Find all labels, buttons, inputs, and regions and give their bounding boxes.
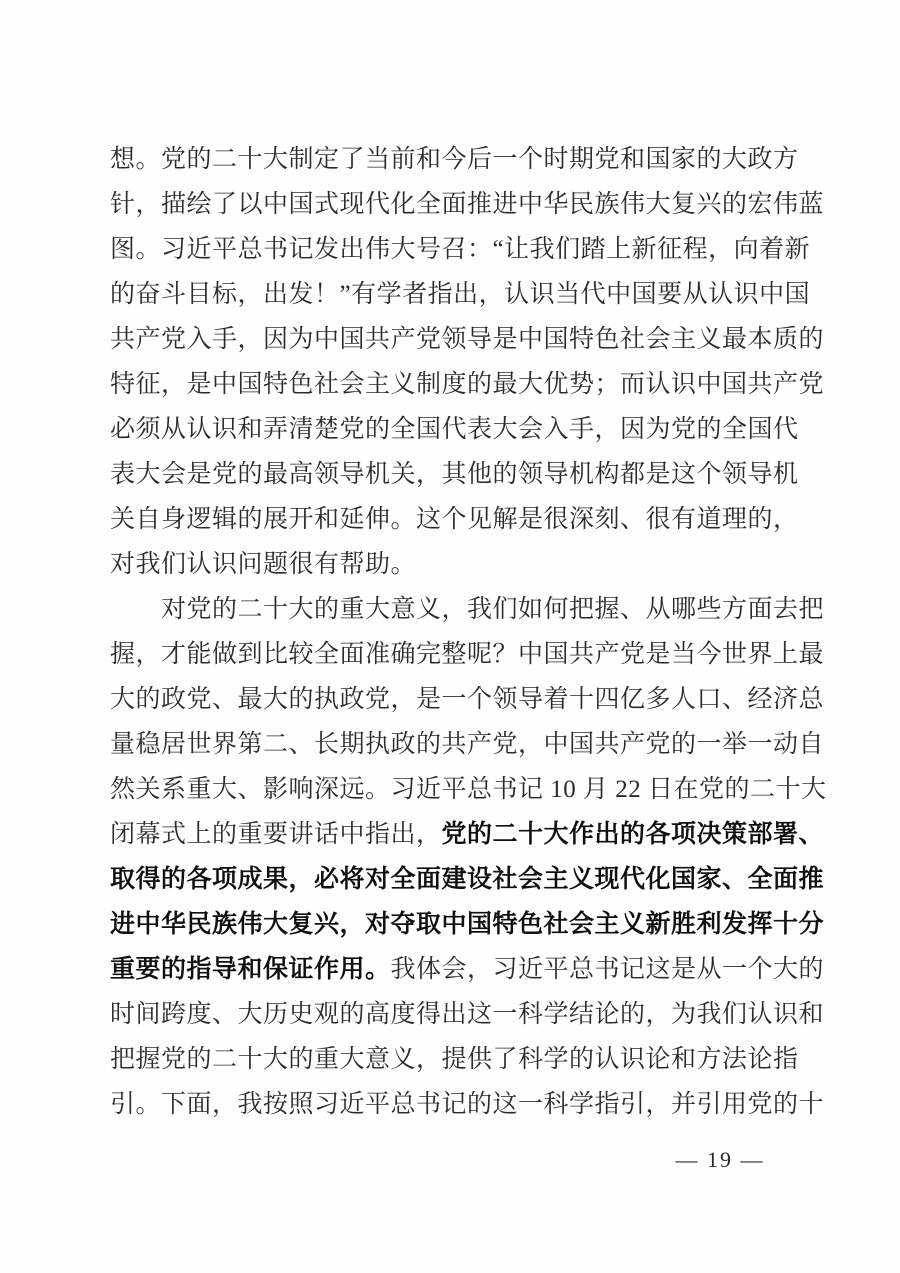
- text-segment: 对党的二十大的重大意义，我们如何把握、从哪些方面去把: [161, 596, 825, 623]
- emphasis-text-segment: 取得的各项成果，必将对全面建设社会主义现代化国家、全面推: [110, 866, 825, 893]
- text-segment: 然关系重大、影响深远。习近平总书记 10 月 22 日在党的二十大: [110, 776, 827, 803]
- text-line: [110, 317, 825, 362]
- text-segment: 握，才能做到比较全面准确完整呢？中国共产党是当今世界上最: [110, 641, 825, 668]
- text-segment: 图。习近平总书记发出伟大号召：“让我们踏上新征程，向着新: [110, 236, 811, 263]
- text-segment: 表大会是党的最高领导机关，其他的领导机构都是这个领导机: [110, 461, 799, 488]
- text-line: [110, 362, 825, 407]
- text-line: [110, 227, 811, 272]
- text-segment: 针，描绘了以中国式现代化全面推进中华民族伟大复兴的宏伟蓝: [110, 191, 825, 218]
- text-segment: 共产党入手，因为中国共产党领导是中国特色社会主义最本质的: [110, 326, 825, 353]
- text-line: [110, 182, 825, 227]
- text-line: [110, 452, 799, 497]
- page-number: — 19 —: [675, 1147, 765, 1172]
- text-segment: 把握党的二十大的重大意义，提供了科学的认识论和方法论指: [110, 1046, 799, 1073]
- text-line: [110, 677, 825, 722]
- emphasis-text-segment: 重要的指导和保证作用。: [110, 956, 391, 983]
- text-segment: 必须从认识和弄清楚党的全国代表大会入手，因为党的全国代: [110, 416, 799, 443]
- text-line: [110, 407, 799, 452]
- text-line: [110, 1037, 799, 1082]
- emphasis-text-segment: 进中华民族伟大复兴，对夺取中国特色社会主义新胜利发挥十分: [110, 911, 825, 938]
- text-segment: 关自身逻辑的展开和延伸。这个见解是很深刻、很有道理的，: [110, 506, 799, 533]
- text-segment: 量稳居世界第二、长期执政的共产党，中国共产党的一举一动自: [110, 731, 825, 758]
- text-segment: 我体会，习近平总书记这是从一个大的: [390, 956, 825, 983]
- text-segment: 想。党的二十大制定了当前和今后一个时期党和国家的大政方: [110, 146, 799, 173]
- text-segment: 的奋斗目标，出发！”有学者指出，认识当代中国要从认识中国: [110, 281, 811, 308]
- text-segment: 时间跨度、大历史观的高度得出这一科学结论的，为我们认识和: [110, 1001, 825, 1028]
- text-line: [110, 857, 825, 902]
- text-line: [110, 812, 825, 857]
- text-line: [110, 587, 825, 632]
- emphasis-text-segment: 党的二十大作出的各项决策部署、: [441, 821, 825, 848]
- text-line: [110, 542, 790, 587]
- body-text: [110, 137, 827, 1127]
- text-line: [110, 947, 825, 992]
- text-line: [110, 767, 827, 812]
- text-segment: 对我们认识问题很有帮助。: [110, 551, 417, 578]
- text-line: [110, 1082, 825, 1127]
- text-segment: 特征，是中国特色社会主义制度的最大优势；而认识中国共产党: [110, 371, 825, 398]
- text-line: [110, 722, 825, 767]
- text-line: [110, 272, 811, 317]
- text-segment: 大的政党、最大的执政党，是一个领导着十四亿多人口、经济总: [110, 686, 825, 713]
- text-line: [110, 497, 799, 542]
- text-line: [110, 992, 825, 1037]
- text-segment: 闭幕式上的重要讲话中指出，: [110, 821, 442, 848]
- text-line: [110, 632, 825, 677]
- text-line: [110, 137, 799, 182]
- text-segment: 引。下面，我按照习近平总书记的这一科学指引，并引用党的十: [110, 1091, 825, 1118]
- text-line: [110, 902, 825, 947]
